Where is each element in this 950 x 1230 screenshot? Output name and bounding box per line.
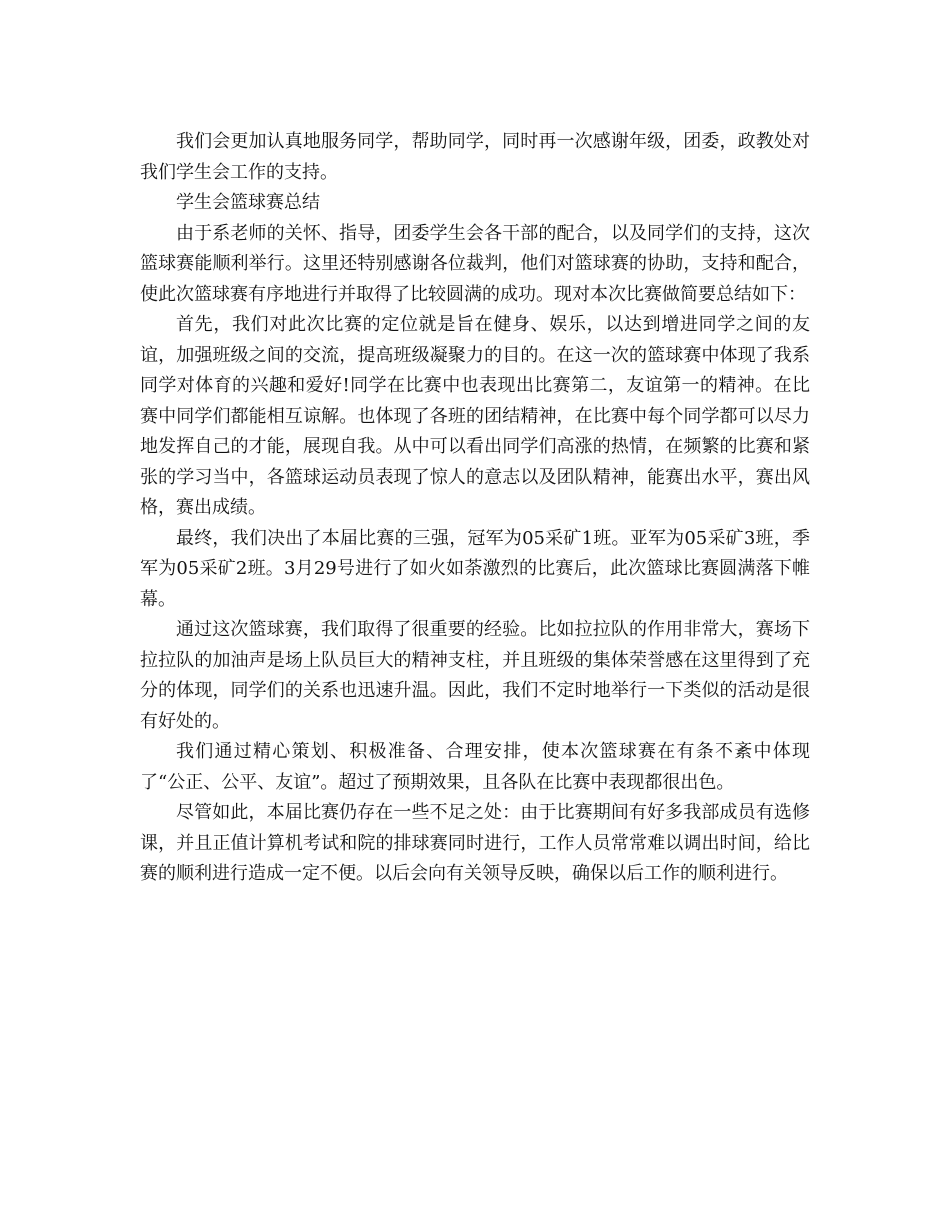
paragraph-intro: 由于系老师的关怀、指导，团委学生会各干部的配合，以及同学们的支持，这次篮球赛能顺利举行。这里还特别感谢各位裁判，他们对篮球赛的协助，支持和配合，使此次篮球赛有序地进行并取得了比较圆满的成功。现对本次比赛做简要总结如下： — [140, 222, 810, 305]
paragraph-purpose: 首先，我们对此次比赛的定位就是旨在健身、娱乐，以达到增进同学之间的友谊，加强班级之间的交流，提高班级凝聚力的目的。在这一次的篮球赛中体现了我系同学对体育的兴趣和爱好!同学在比赛中也表现出比赛第二，友谊第一的精神。在比赛中同学们都能相互谅解。也体现了各班的团结精神，在比赛中每个同学都可以尽力地发挥自己的才能，展现自我。从中可以看出同学们高涨的热情，在频繁的比赛和紧张的学习当中，各篮球运动员表现了惊人的意志以及团队精神，能赛出水平，赛出风格，赛出成绩。 — [140, 314, 810, 518]
document-body — [140, 127, 810, 890]
paragraph-planning: 我们通过精心策划、积极准备、合理安排，使本次篮球赛在有条不紊中体现了“公正、公平、友谊”。超过了预期效果，且各队在比赛中表现都很出色。 — [140, 741, 810, 793]
paragraph-experience: 通过这次篮球赛，我们取得了很重要的经验。比如拉拉队的作用非常大，赛场下拉拉队的加油声是场上队员巨大的精神支柱，并且班级的集体荣誉感在这里得到了充分的体现，同学们的关系也迅速升温。因此，我们不定时地举行一下类似的活动是很有好处的。 — [140, 619, 810, 732]
paragraph-closing-thanks: 我们会更加认真地服务同学，帮助同学，同时再一次感谢年级，团委，政教处对我们学生会工作的支持。 — [140, 131, 810, 183]
paragraph-shortcomings: 尽管如此，本届比赛仍存在一些不足之处：由于比赛期间有好多我部成员有选修课，并且正值计算机考试和院的排球赛同时进行，工作人员常常难以调出时间，给比赛的顺利进行造成一定不便。以后会向有关领导反映，确保以后工作的顺利进行。 — [140, 802, 810, 884]
section-title: 学生会篮球赛总结 — [176, 192, 320, 213]
paragraph-results: 最终，我们决出了本届比赛的三强，冠军为05采矿1班。亚军为05采矿3班，季军为05采矿2班。3月29号进行了如火如荼激烈的比赛后，此次篮球比赛圆满落下帷幕。 — [140, 527, 810, 610]
